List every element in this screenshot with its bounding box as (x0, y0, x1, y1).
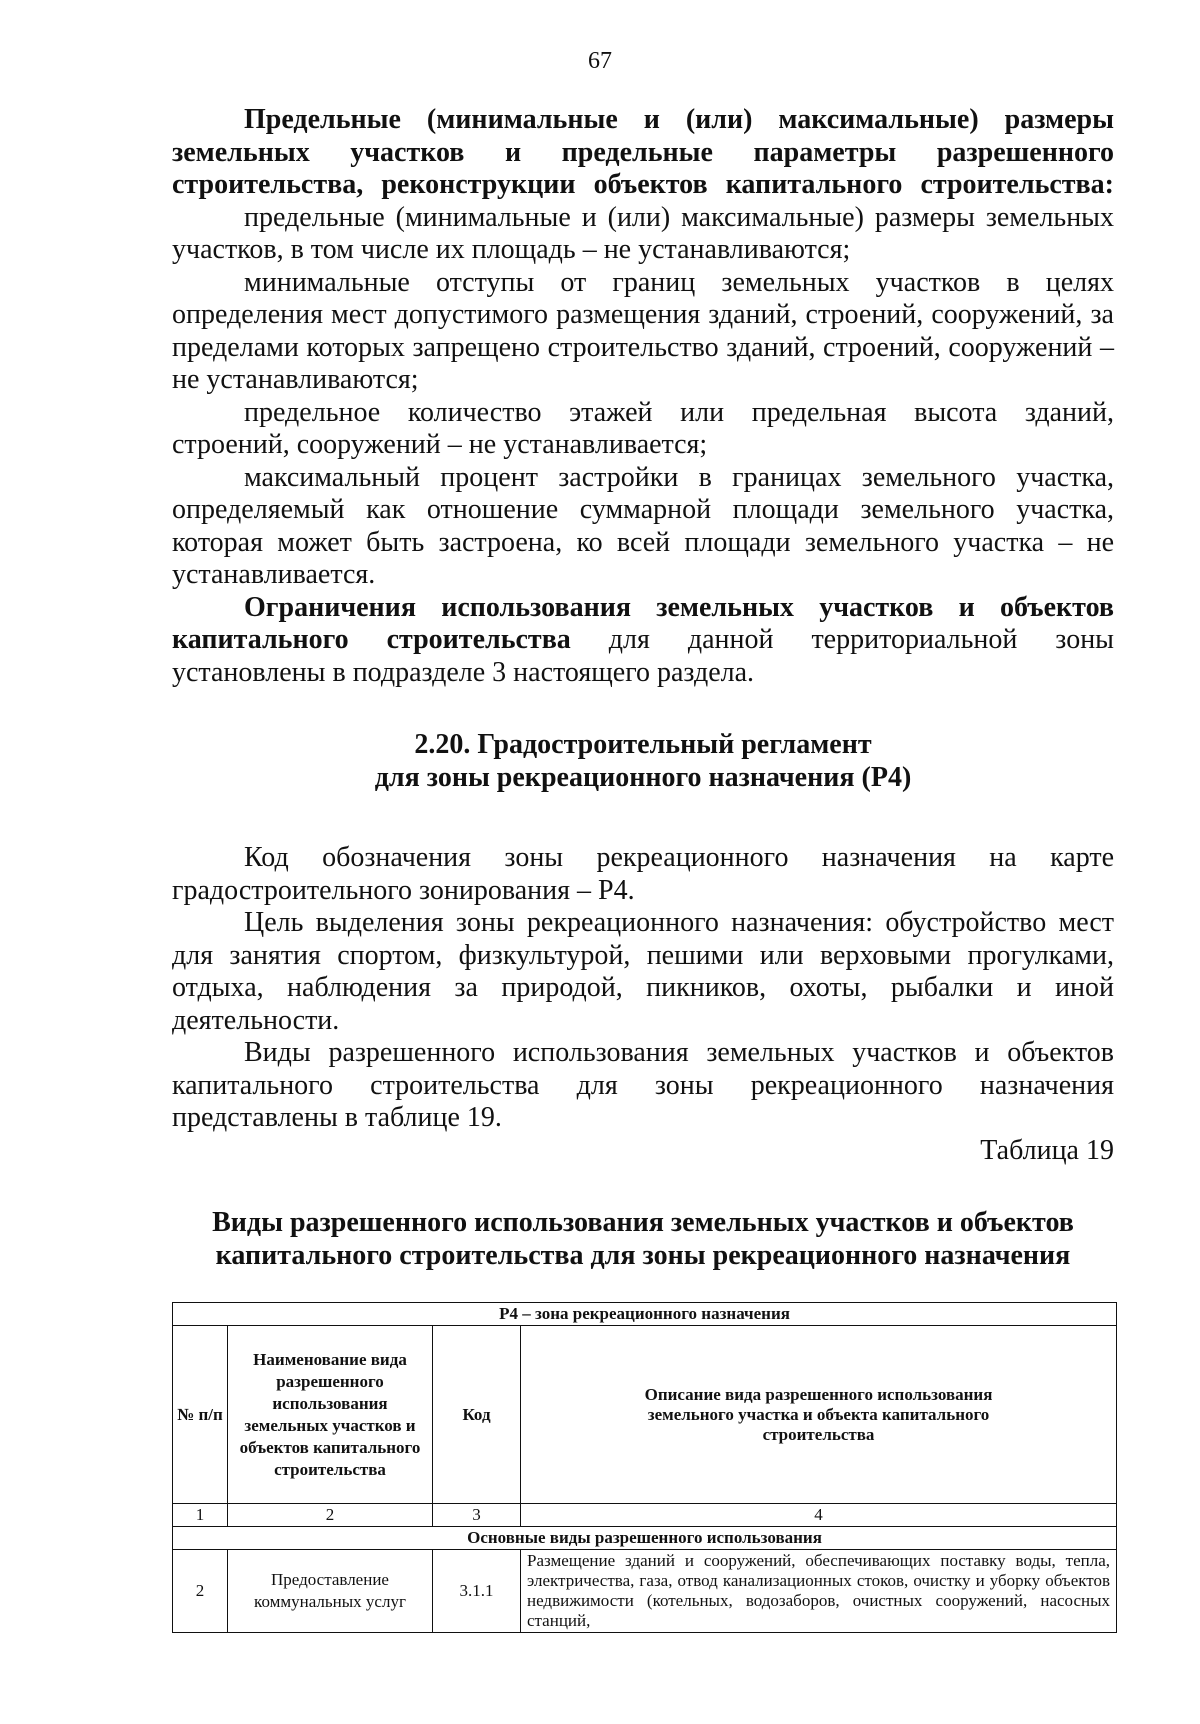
paragraph-zone-code: Код обозначения зоны рекреационного назначения на карте градостроительного зонирования – Р4. (172, 842, 1114, 906)
restrictions-rest-text: для данной территориальной зоны установлены в подразделе 3 настоящего раздела. (172, 624, 1114, 688)
row-code: 3.1.1 (433, 1550, 521, 1633)
header-name: Наименование вида разрешенного использования земельных участков и объектов капитального строительства (228, 1326, 433, 1504)
index-cell-3: 3 (433, 1504, 521, 1527)
paragraph-floors: предельное количество этажей или предельная высота зданий, строений, сооружений – не устанавливается; (172, 396, 1114, 460)
section-title (172, 729, 1114, 794)
page-number: 67 (588, 48, 612, 74)
table-row (173, 1550, 1117, 1633)
header-num: № п/п (173, 1326, 228, 1504)
table-caption: Таблица 19 (980, 1134, 1114, 1166)
index-cell-4: 4 (521, 1504, 1117, 1527)
zone-header: Р4 – зона рекреационного назначения (173, 1303, 1117, 1326)
header-code: Код (433, 1326, 521, 1504)
table-index-row (173, 1504, 1117, 1527)
table-title-line2: капитального строительства для зоны рекреационного назначения (215, 1239, 1071, 1271)
paragraph-zone-goal: Цель выделения зоны рекреационного назначения: обустройство мест для занятия спортом, физкультурой, пешими или верховыми прогулками, отдыха, наблюдения за природой, пикников, охоты, рыбалки и иной деятельности. (172, 907, 1114, 1036)
row-num: 2 (173, 1550, 228, 1633)
paragraph-usage-types: Виды разрешенного использования земельных участков и объектов капитального строительства для зоны рекреационного назначения представлены в таблице 19. (172, 1037, 1114, 1133)
paragraph-plot-size: предельные (минимальные и (или) максимальные) размеры земельных участков, в том числе их площадь – не устанавливаются; (172, 201, 1114, 265)
section-title-line2: для зоны рекреационного назначения (Р4) (374, 761, 912, 793)
table-title (172, 1207, 1114, 1272)
paragraph-limits-heading: Предельные (минимальные и (или) максимальные) размеры земельных участков и предельные параметры разрешенного строительства, реконструкции объектов капитального строительства: (172, 104, 1114, 200)
row-desc: Размещение зданий и сооружений, обеспечивающих поставку воды, тепла, электричества, газа, отвод канализационных стоков, очистку и уборку объектов недвижимости (котельных, водозаборов, очистных сооружений, насосных станций, (521, 1550, 1117, 1633)
document-body (172, 104, 1114, 1633)
table-zone-header-row (173, 1303, 1117, 1326)
header-desc: Описание вида разрешенного использования земельного участка и объекта капитального строительства (521, 1326, 1117, 1504)
index-cell-2: 2 (228, 1504, 433, 1527)
restrictions-bold-text: Ограничения использования земельных участков и объектов капитального строительства (172, 591, 1114, 655)
group-main: Основные виды разрешенного использования (173, 1527, 1117, 1550)
usage-table (172, 1302, 1117, 1633)
table-header-row (173, 1326, 1117, 1504)
section-title-line1: 2.20. Градостроительный регламент (414, 729, 872, 760)
row-name: Предоставление коммунальных услуг (228, 1550, 433, 1633)
table-title-line1: Виды разрешенного использования земельных участков и объектов (212, 1207, 1074, 1238)
paragraph-setbacks: минимальные отступы от границ земельных участков в целях определения мест допустимого размещения зданий, строений, сооружений, за пределами которых запрещено строительство зданий, строений, сооружений – не устанавливаются; (172, 266, 1114, 395)
table-group-row (173, 1527, 1117, 1550)
paragraph-restrictions (172, 592, 1114, 690)
index-cell-1: 1 (173, 1504, 228, 1527)
paragraph-coverage: максимальный процент застройки в границах земельного участка, определяемый как отношение суммарной площади земельного участка, которая может быть застроена, ко всей площади земельного участка – не устанавливается. (172, 461, 1114, 590)
